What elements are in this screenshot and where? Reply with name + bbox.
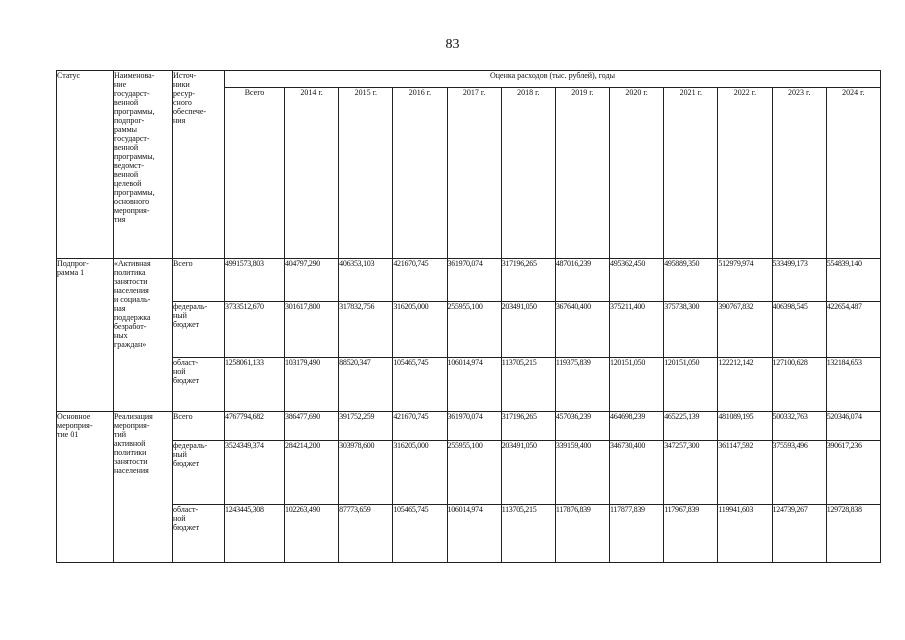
- value-cell: 375738,300: [664, 302, 718, 358]
- value-cell: 533499,173: [772, 259, 826, 302]
- value-cell: 361970,074: [447, 259, 501, 302]
- header-col-2018: 2018 г.: [501, 88, 555, 259]
- value-cell: 361970,074: [447, 412, 501, 441]
- value-cell: 120151,050: [664, 358, 718, 412]
- value-cell: 390767,832: [718, 302, 772, 358]
- header-col-2022: 2022 г.: [718, 88, 772, 259]
- value-cell: 105465,745: [393, 505, 447, 563]
- header-col-total: Всего: [225, 88, 285, 259]
- value-cell: 119375,839: [555, 358, 609, 412]
- value-cell: 317832,756: [339, 302, 393, 358]
- value-cell: 375593,496: [772, 441, 826, 505]
- value-cell: 203491,050: [501, 302, 555, 358]
- header-col-2021: 2021 г.: [664, 88, 718, 259]
- value-cell: 1243445,308: [225, 505, 285, 563]
- row-source: федераль- ный бюджет: [173, 302, 225, 358]
- table-row: [57, 302, 881, 358]
- value-cell: 284214,200: [285, 441, 339, 505]
- value-cell: 406353,103: [339, 259, 393, 302]
- value-cell: 406398,545: [772, 302, 826, 358]
- value-cell: 317196,265: [501, 259, 555, 302]
- row-status: Подпрог- рамма 1: [57, 259, 114, 412]
- value-cell: 88520,347: [339, 358, 393, 412]
- value-cell: 346730,400: [610, 441, 664, 505]
- row-program-name: Реализация мероприя- тий активной политики занятости населения: [114, 412, 173, 563]
- value-cell: 554839,140: [826, 259, 880, 302]
- value-cell: 347257,300: [664, 441, 718, 505]
- budget-table: [56, 70, 881, 563]
- value-cell: 132184,653: [826, 358, 880, 412]
- header-col-2019: 2019 г.: [555, 88, 609, 259]
- value-cell: 103179,490: [285, 358, 339, 412]
- value-cell: 4991573,803: [225, 259, 285, 302]
- value-cell: 421670,745: [393, 412, 447, 441]
- table-row: [57, 412, 881, 441]
- value-cell: 404797,290: [285, 259, 339, 302]
- header-col-2014: 2014 г.: [285, 88, 339, 259]
- header-col-2020: 2020 г.: [610, 88, 664, 259]
- value-cell: 203491,050: [501, 441, 555, 505]
- row-source: федераль- ный бюджет: [173, 441, 225, 505]
- value-cell: 117967,839: [664, 505, 718, 563]
- value-cell: 124739,267: [772, 505, 826, 563]
- row-source: област- ной бюджет: [173, 358, 225, 412]
- value-cell: 120151,050: [610, 358, 664, 412]
- value-cell: 495889,350: [664, 259, 718, 302]
- value-cell: 129728,838: [826, 505, 880, 563]
- header-col-2023: 2023 г.: [772, 88, 826, 259]
- value-cell: 367640,400: [555, 302, 609, 358]
- value-cell: 301617,800: [285, 302, 339, 358]
- value-cell: 317196,265: [501, 412, 555, 441]
- value-cell: 113705,215: [501, 505, 555, 563]
- value-cell: 122212,142: [718, 358, 772, 412]
- value-cell: 106014,974: [447, 505, 501, 563]
- value-cell: 464698,239: [610, 412, 664, 441]
- table-row: [57, 358, 881, 412]
- value-cell: 422654,487: [826, 302, 880, 358]
- header-estimate: Оценка расходов (тыс. рублей), годы: [225, 71, 881, 88]
- header-status: Статус: [57, 71, 114, 259]
- value-cell: 481089,195: [718, 412, 772, 441]
- value-cell: 4767794,682: [225, 412, 285, 441]
- row-status: Основное мероприя- тие 01: [57, 412, 114, 563]
- value-cell: 390617,236: [826, 441, 880, 505]
- value-cell: 102263,490: [285, 505, 339, 563]
- value-cell: 500332,763: [772, 412, 826, 441]
- header-col-2024: 2024 г.: [826, 88, 880, 259]
- value-cell: 303978,600: [339, 441, 393, 505]
- value-cell: 487016,239: [555, 259, 609, 302]
- row-source: Всего: [173, 412, 225, 441]
- value-cell: 316205,000: [393, 302, 447, 358]
- header-source: Источ- ники ресур- сного обеспече- ния: [173, 71, 225, 259]
- row-source: област- ной бюджет: [173, 505, 225, 563]
- value-cell: 1258061,133: [225, 358, 285, 412]
- value-cell: 117876,839: [555, 505, 609, 563]
- value-cell: 255955,100: [447, 441, 501, 505]
- value-cell: 3733512,670: [225, 302, 285, 358]
- table-row: [57, 259, 881, 302]
- value-cell: 117877,839: [610, 505, 664, 563]
- value-cell: 113705,215: [501, 358, 555, 412]
- value-cell: 391752,259: [339, 412, 393, 441]
- value-cell: 520346,074: [826, 412, 880, 441]
- value-cell: 119941,603: [718, 505, 772, 563]
- value-cell: 105465,745: [393, 358, 447, 412]
- value-cell: 3524349,374: [225, 441, 285, 505]
- value-cell: 361147,592: [718, 441, 772, 505]
- header-col-2017: 2017 г.: [447, 88, 501, 259]
- value-cell: 465225,139: [664, 412, 718, 441]
- value-cell: 339159,400: [555, 441, 609, 505]
- value-cell: 375211,400: [610, 302, 664, 358]
- value-cell: 106014,974: [447, 358, 501, 412]
- page-number: 83: [445, 37, 460, 52]
- value-cell: 386477,690: [285, 412, 339, 441]
- table-row: [57, 505, 881, 563]
- value-cell: 87773,659: [339, 505, 393, 563]
- value-cell: 316205,000: [393, 441, 447, 505]
- table-row: [57, 441, 881, 505]
- value-cell: 457036,239: [555, 412, 609, 441]
- value-cell: 255955,100: [447, 302, 501, 358]
- value-cell: 495362,450: [610, 259, 664, 302]
- header-col-2015: 2015 г.: [339, 88, 393, 259]
- header-col-2016: 2016 г.: [393, 88, 447, 259]
- value-cell: 421670,745: [393, 259, 447, 302]
- value-cell: 127100,628: [772, 358, 826, 412]
- row-source: Всего: [173, 259, 225, 302]
- value-cell: 512979,974: [718, 259, 772, 302]
- row-program-name: «Активная политика занятости населения и социаль- ная поддержка безработ- ных граждан»: [114, 259, 173, 412]
- header-name: Наименова- ние государст- венной программы, подпрог- раммы государст- венной программы, ведомст- венной целевой программы, основного мероприя- тия: [114, 71, 173, 259]
